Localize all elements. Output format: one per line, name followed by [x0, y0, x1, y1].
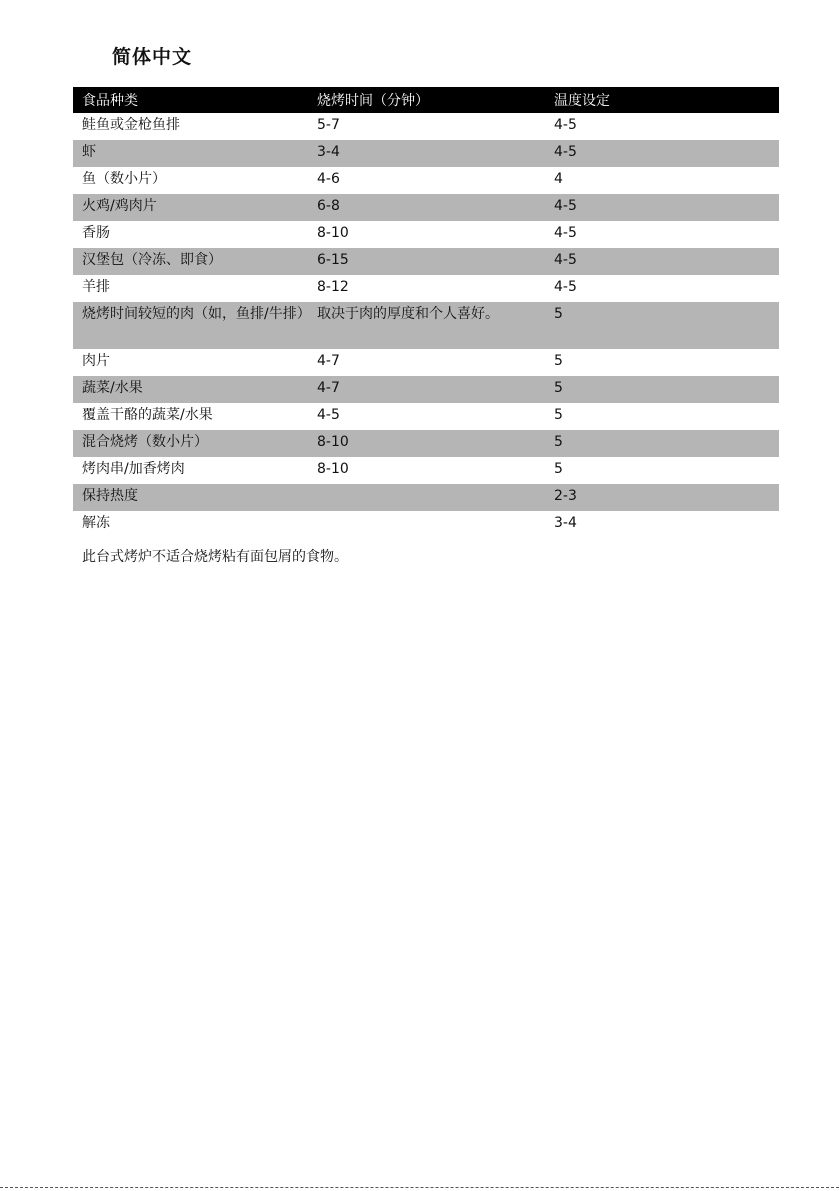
header-grill-time: 烧烤时间（分钟） [308, 87, 545, 113]
temp-cell: 2-3 [545, 484, 779, 511]
food-cell: 汉堡包（冷冻、即食） [73, 248, 308, 275]
food-cell: 混合烧烤（数小片） [73, 430, 308, 457]
food-cell: 保持热度 [73, 484, 308, 511]
table-row [73, 248, 779, 275]
table-row [73, 194, 779, 221]
grilling-table [73, 87, 779, 538]
time-cell: 8-10 [308, 430, 545, 457]
table-row [73, 140, 779, 167]
food-cell: 虾 [73, 140, 308, 167]
food-cell: 火鸡/鸡肉片 [73, 194, 308, 221]
food-cell: 覆盖干酪的蔬菜/水果 [82, 407, 213, 423]
temp-cell: 5 [545, 302, 779, 349]
table-row [73, 457, 779, 484]
table-row [73, 113, 779, 140]
table-row [73, 403, 779, 430]
footnote: 此台式烤炉不适合烧烤粘有面包屑的食物。 [82, 549, 348, 565]
table-row [73, 221, 779, 248]
food-cell: 烧烤时间较短的肉（如，鱼排/牛排） [73, 302, 308, 349]
table-row [73, 511, 779, 538]
temp-cell: 4-5 [545, 194, 779, 221]
time-cell [308, 511, 545, 538]
temp-cell: 5 [554, 407, 563, 423]
page-title: 简体中文 [112, 46, 193, 68]
temp-cell: 4-5 [554, 279, 577, 295]
food-cell: 烤肉串/加香烤肉 [82, 461, 185, 477]
time-cell: 8-12 [317, 279, 349, 295]
time-cell: 4-6 [317, 171, 340, 187]
table-row [73, 349, 779, 376]
temp-cell: 4-5 [545, 248, 779, 275]
temp-cell: 4-5 [554, 225, 577, 241]
food-cell: 香肠 [82, 225, 110, 241]
food-cell: 羊排 [82, 279, 110, 295]
table-row [73, 302, 779, 349]
food-cell: 肉片 [82, 353, 110, 369]
table-row [73, 376, 779, 403]
temp-cell: 5 [554, 353, 563, 369]
time-cell: 8-10 [317, 461, 349, 477]
temp-cell: 5 [545, 376, 779, 403]
time-cell: 3-4 [308, 140, 545, 167]
header-temperature: 温度设定 [545, 87, 779, 113]
header-food-type: 食品种类 [73, 87, 308, 113]
food-cell: 鲑鱼或金枪鱼排 [82, 117, 180, 133]
temp-cell: 4-5 [545, 140, 779, 167]
time-cell: 取决于肉的厚度和个人喜好。 [308, 302, 545, 349]
food-cell: 蔬菜/水果 [73, 376, 308, 403]
time-cell: 8-10 [317, 225, 349, 241]
page-bottom-divider [0, 1187, 839, 1188]
time-cell: 4-7 [317, 353, 340, 369]
time-cell: 4-5 [317, 407, 340, 423]
time-cell: 6-8 [308, 194, 545, 221]
time-cell: 5-7 [317, 117, 340, 133]
temp-cell: 3-4 [554, 515, 577, 531]
time-cell [308, 484, 545, 511]
table-row [73, 484, 779, 511]
time-cell: 6-15 [308, 248, 545, 275]
time-cell: 4-7 [308, 376, 545, 403]
temp-cell: 5 [554, 461, 563, 477]
temp-cell: 4 [554, 171, 563, 187]
food-cell: 鱼（数小片） [82, 171, 166, 187]
table-row [73, 167, 779, 194]
table-row [73, 430, 779, 457]
temp-cell: 4-5 [554, 117, 577, 133]
food-cell: 解冻 [82, 515, 110, 531]
table-row [73, 275, 779, 302]
temp-cell: 5 [545, 430, 779, 457]
table-header-row [73, 87, 779, 113]
